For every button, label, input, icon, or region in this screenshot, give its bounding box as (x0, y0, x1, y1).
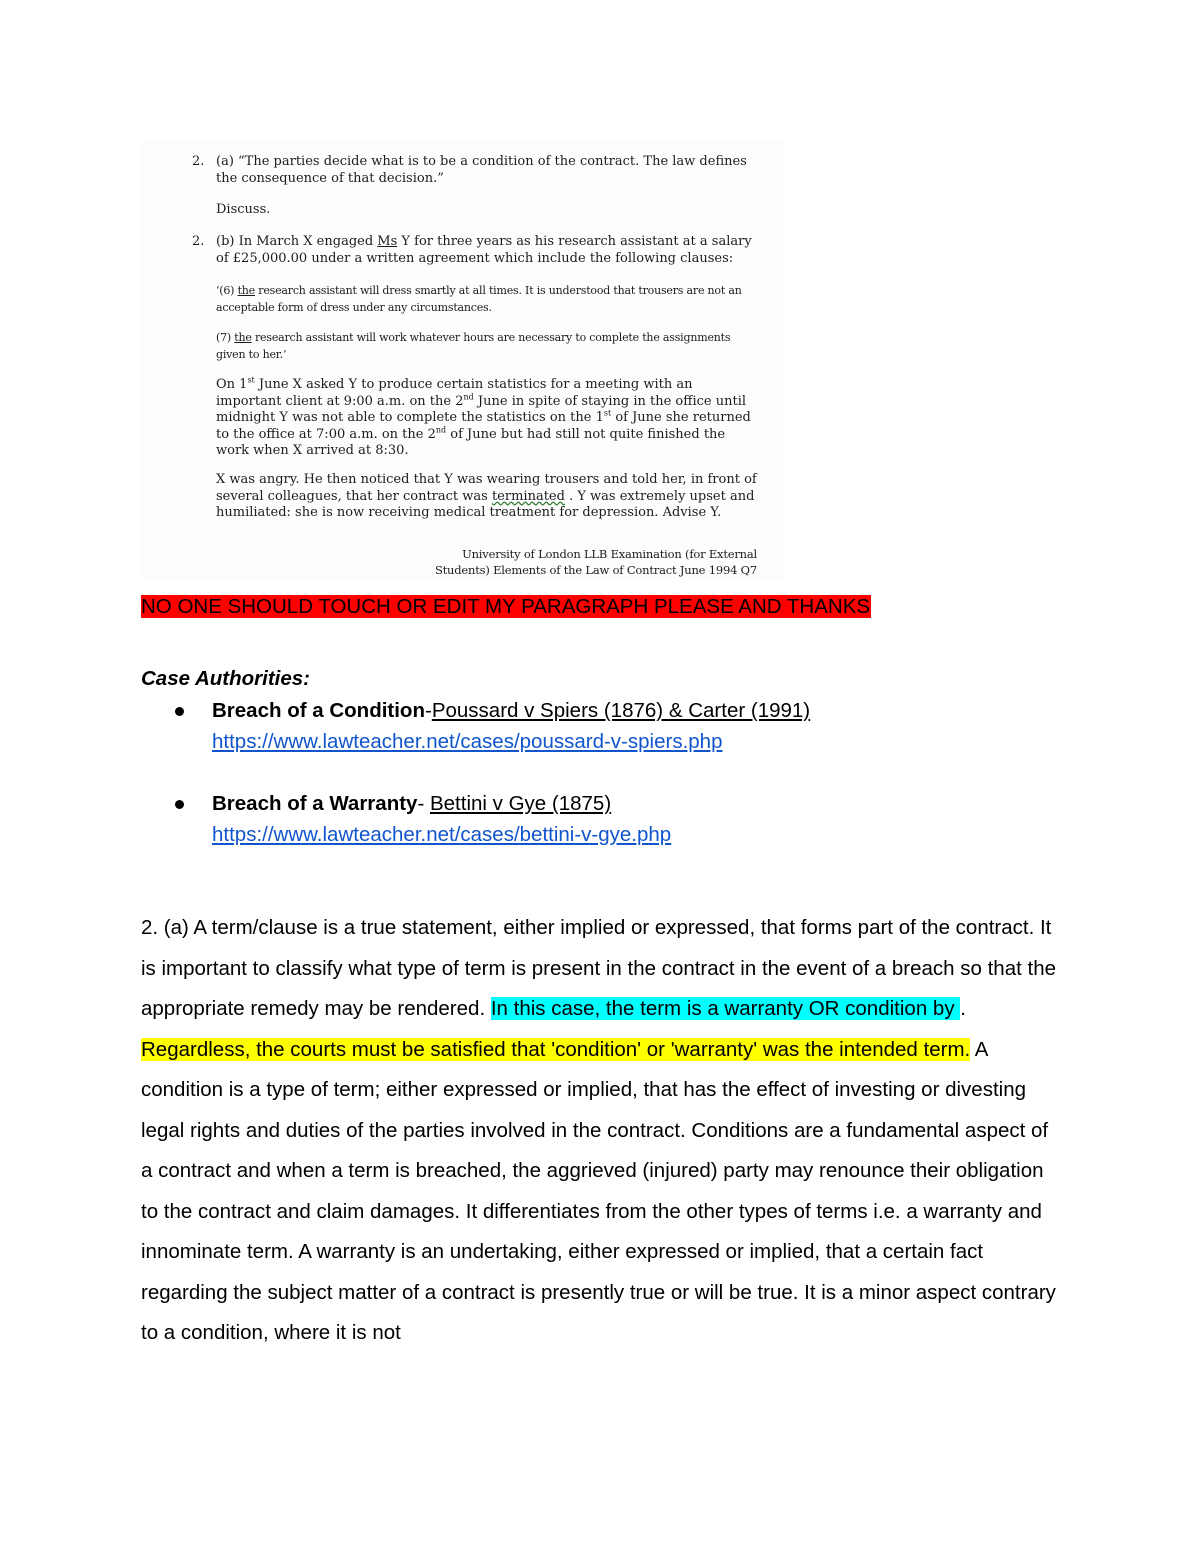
question-2a-text: (a) “The parties decide what is to be a condition of the contract. The law defines the consequence of that decision.” (216, 154, 747, 186)
answer-paragraph: 2. (a) A term/clause is a true statement, either implied or expressed, that forms part of the contract. It is important to classify what type of term is present in the contract in the event of a breach so that the appropriate remedy may be rendered. In this case, the term is a warranty OR condition by . Regardless, the courts must be satisfied that 'condition' or 'warranty' was the intended term. A condition is a type of term; either expressed or implied, that has the effect of investing or divesting legal rights and duties of the parties involved in the contract. Conditions are a fundamental aspect of a contract and when a term is breached, the aggrieved (injured) party may renounce their obligation to the contract and claim damages. It differentiates from the other types of terms i.e. a warranty and innominate term. A warranty is an undertaking, either expressed or implied, that a certain fact regarding the subject matter of a contract is presently true or will be true. It is a minor aspect contrary to a condition, where it is not (141, 916, 1056, 1344)
clause-6: ‘(6) the research assistant will dress smartly at all times. It is understood that trousers are not an acceptable form of dress under any circumstances. (216, 284, 742, 314)
question-number: 2. (192, 234, 205, 249)
scenario-paragraph-2: X was angry. He then noticed that Y was wearing trousers and told her, in front of several colleagues, that her contract was terminated . Y was extremely upset and humiliated: she is now receiving medical treatment for depression. Advise Y. (216, 472, 757, 520)
question-2a-discuss: Discuss. (216, 202, 271, 217)
highlighted-text-cyan: In this case, the term is a warranty OR condition by (490, 997, 961, 1020)
case-link[interactable]: https://www.lawteacher.net/cases/poussard-v-spiers.php (212, 730, 723, 753)
clause-7: (7) the research assistant will work whatever hours are necessary to complete the assignments given to her.’ (216, 331, 731, 361)
case-citation: Bettini v Gye (1875) (429, 792, 612, 815)
bullet-icon (175, 800, 184, 809)
bullet-icon (175, 707, 184, 716)
question-2b-text: (b) In March X engaged Ms Y for three years as his research assistant at a salary of £25,000.00 under a written agreement which include the following clauses: (216, 234, 752, 266)
case-link[interactable]: https://www.lawteacher.net/cases/bettini-v-gye.php (212, 823, 672, 846)
exam-question-image (140, 140, 785, 580)
scenario-paragraph-1: On 1st June X asked Y to produce certain statistics for a meeting with an important client at 9:00 a.m. on the 2nd June in spite of staying in the office until midnight Y was not able to complete the statistics on the 1st of June she returned to the office at 7:00 a.m. on the 2nd of June but had still not quite finished the work when X arrived at 8:30. (216, 375, 751, 458)
list-item: Breach of a Warranty- Bettini v Gye (1875) https://www.lawteacher.net/cases/bettini-v-gye.php (175, 788, 1045, 850)
list-item: Breach of a Condition-Poussard v Spiers (1876) & Carter (1991) https://www.lawteacher.net/cases/poussard-v-spiers.php (175, 695, 1045, 757)
case-citation: Poussard v Spiers (1876) (431, 699, 669, 722)
question-number: 2. (192, 154, 205, 169)
highlighted-text-yellow: Regardless, the courts must be satisfied that 'condition' or 'warranty' was the intended term. (141, 1037, 971, 1061)
case-authorities-heading: Case Authorities: (141, 667, 310, 690)
warning-banner: NO ONE SHOULD TOUCH OR EDIT MY PARAGRAPH PLEASE AND THANKS (141, 595, 871, 618)
case-citation: Carter (1991) (682, 699, 811, 722)
exam-source-citation: University of London LLB Examination (for External Students) Elements of the Law of Contract June 1994 Q7 (434, 547, 757, 577)
